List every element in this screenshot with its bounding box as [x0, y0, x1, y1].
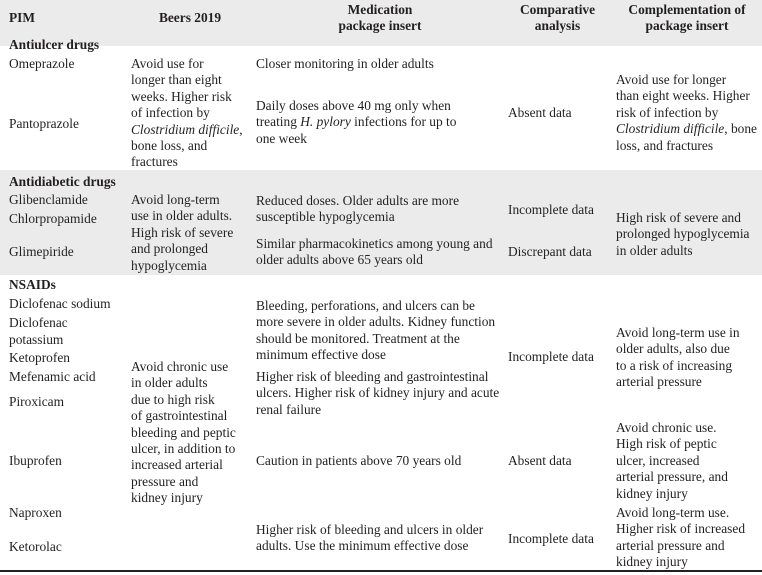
drug-glibenclamide: Glibenclamide	[9, 192, 88, 207]
drug-piroxicam: Piroxicam	[9, 394, 65, 409]
drug-diclofenac-potassium: Diclofenac potassium	[9, 315, 68, 347]
antidiabetic-comparative-2: Discrepant data	[508, 244, 592, 259]
drug-ibuprofen: Ibuprofen	[9, 453, 62, 468]
nsaids-comparative-3: Incomplete data	[508, 531, 594, 546]
header-complementation: Complementation of package insert	[628, 2, 746, 34]
glimepiride-insert: Similar pharmacokinetics among young and older adults above 65 years old	[256, 236, 493, 268]
nsaids-comparative-2: Absent data	[508, 453, 572, 468]
nsaids-insert-3: Caution in patients above 70 years old	[256, 453, 462, 468]
nsaids-comparative-1: Incomplete data	[508, 349, 594, 364]
pantoprazole-insert: Daily doses above 40 mg only when treating H. pylory infections for up to one week	[256, 98, 457, 146]
section-title-nsaids: NSAIDs	[9, 277, 56, 292]
omeprazole-insert: Closer monitoring in older adults	[256, 56, 434, 71]
header-comparative: Comparative analysis	[519, 2, 596, 34]
nsaids-insert-1: Bleeding, perforations, and ulcers can be more severe in older adults. Kidney function should be monitored. Treatment at the minimum effective dose	[256, 298, 496, 363]
header-pim: PIM	[9, 10, 36, 25]
drug-mefenamic-acid: Mefenamic acid	[9, 369, 96, 384]
drug-glimepiride: Glimepiride	[9, 244, 74, 259]
section-title-antidiabetic: Antidiabetic drugs	[9, 174, 116, 189]
drug-diclofenac-sodium: Diclofenac sodium	[9, 296, 111, 311]
nsaids-beers: Avoid chronic use in older adults due to high risk of gastrointestinal bleeding and peptic ulcer, in addition to increased arterial pressure and kidney injury	[131, 359, 236, 506]
drug-chlorpropamide: Chlorpropamide	[9, 211, 97, 226]
antiulcer-beers: Avoid use for longer than eight weeks. Higher risk of infection by Clostridium difficile, bone loss, and fractures	[131, 56, 243, 170]
section-title-antiulcer: Antiulcer drugs	[9, 37, 100, 52]
drug-ketorolac: Ketorolac	[9, 539, 62, 554]
drug-omeprazole: Omeprazole	[9, 56, 75, 71]
nsaids-insert-2: Higher risk of bleeding and gastrointestinal ulcers. Higher risk of kidney injury and acute renal failure	[256, 369, 500, 417]
table-bottom-rule	[0, 570, 762, 572]
drug-pantoprazole: Pantoprazole	[9, 116, 79, 131]
nsaids-complementation-2: Avoid chronic use. High risk of peptic ulcer, increased arterial pressure, and kidney injury	[616, 420, 728, 501]
glibenclamide-insert: Reduced doses. Older adults are more susceptible hypoglycemia	[256, 193, 460, 225]
antidiabetic-beers: Avoid long-term use in older adults. High risk of severe and prolonged hypoglycemia	[131, 192, 234, 273]
nsaids-complementation-1: Avoid long-term use in older adults, also due to a risk of increasing arterial pressure	[616, 325, 740, 390]
antiulcer-comparative: Absent data	[508, 105, 572, 120]
antiulcer-complementation: Avoid use for longer than eight weeks. Higher risk of infection by Clostridium difficile, bone loss, and fractures	[616, 72, 757, 153]
header-insert: Medication package insert	[338, 2, 422, 34]
drug-naproxen: Naproxen	[9, 505, 62, 520]
header-beers: Beers 2019	[158, 10, 222, 25]
drug-ketoprofen: Ketoprofen	[9, 350, 70, 365]
antidiabetic-comparative-1: Incomplete data	[508, 202, 594, 217]
nsaids-insert-4: Higher risk of bleeding and ulcers in older adults. Use the minimum effective dose	[256, 522, 484, 554]
nsaids-complementation-3: Avoid long-term use. Higher risk of increased arterial pressure and kidney injury	[616, 505, 746, 570]
antidiabetic-complementation: High risk of severe and prolonged hypoglycemia in older adults	[616, 210, 750, 258]
